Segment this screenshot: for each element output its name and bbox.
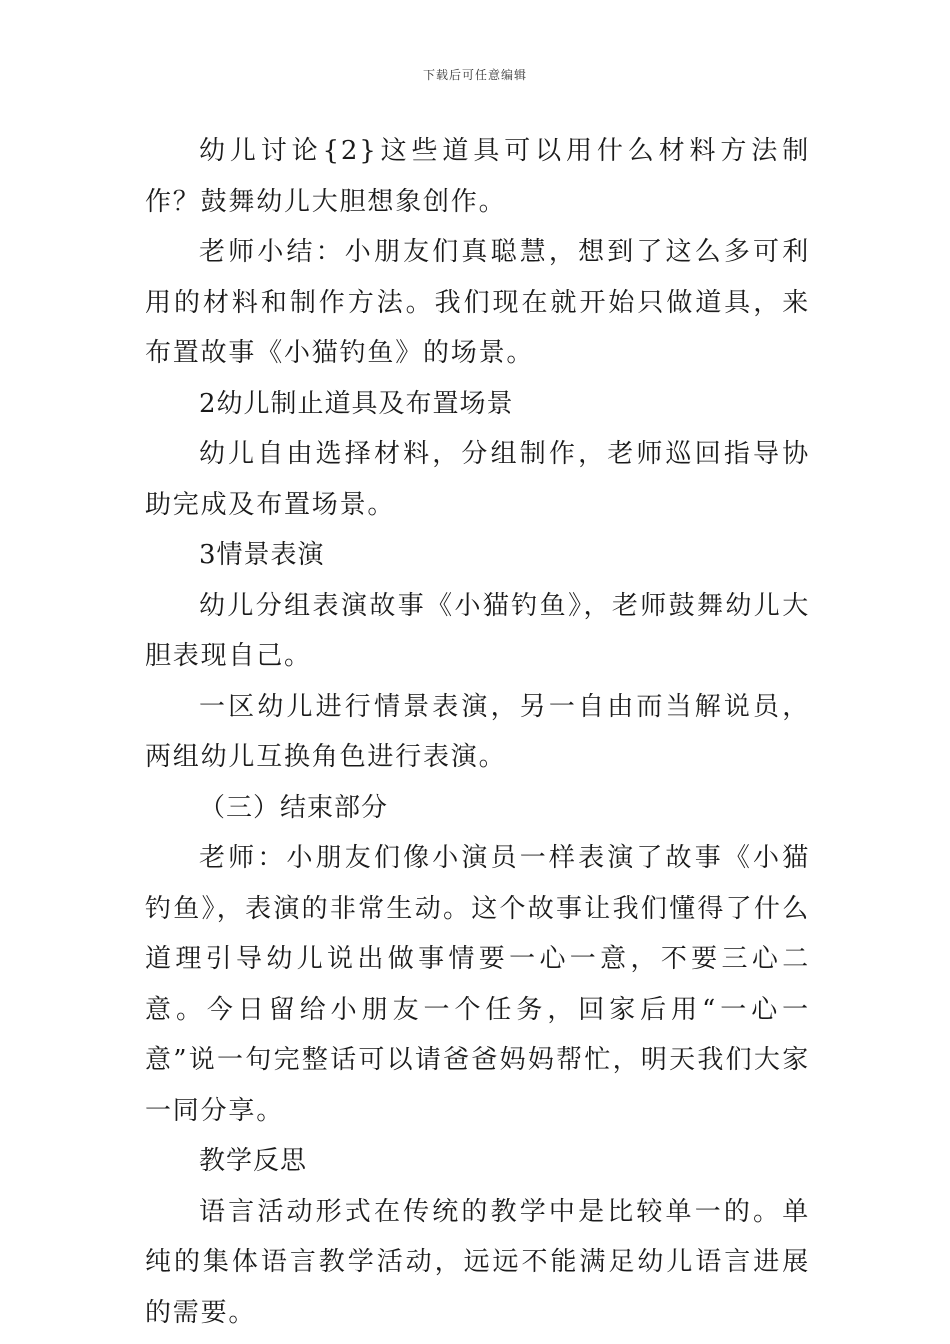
paragraph-teacher-summary: 老师小结：小朋友们真聪慧，想到了这么多可利用的材料和制作方法。我们现在就开始只做道具，来布置故事《小猫钓鱼》的场景。 (145, 237, 810, 368)
section-heading-reflection: 教学反思 (199, 1146, 308, 1176)
page-header: 下载后可任意编辑 (422, 68, 527, 82)
paragraph-group-making: 幼儿自由选择材料，分组制作，老师巡回指导协助完成及布置场景。 (145, 439, 810, 520)
paragraph-discussion: 幼儿讨论{2}这些道具可以用什么材料方法制作？鼓舞幼儿大胆想象创作。 (145, 136, 810, 217)
paragraph-reflection: 语言活动形式在传统的教学中是比较单一的。单纯的集体语言教学活动，远远不能满足幼儿语言进展的需要。 (145, 1196, 810, 1328)
paragraph-teacher-closing: 老师：小朋友们像小演员一样表演了故事《小猫钓鱼》，表演的非常生动。这个故事让我们懂得了什么道理引导幼儿说出做事情要一心一意，不要三心二意。今日留给小朋友一个任务，回家后用“一心一意”说一句完整话可以请爸爸妈妈帮忙，明天我们大家一同分享。 (145, 843, 810, 1126)
section-heading-make-props: 2幼儿制止道具及布置场景 (199, 388, 514, 419)
document-body (145, 126, 810, 1338)
paragraph-role-swap: 一区幼儿进行情景表演，另一自由而当解说员，两组幼儿互换角色进行表演。 (145, 691, 810, 772)
section-heading-ending: （三）结束部分 (199, 792, 389, 823)
paragraph-group-performance: 幼儿分组表演故事《小猫钓鱼》，老师鼓舞幼儿大胆表现自己。 (145, 590, 810, 671)
section-heading-role-play: 3情景表演 (199, 540, 325, 570)
